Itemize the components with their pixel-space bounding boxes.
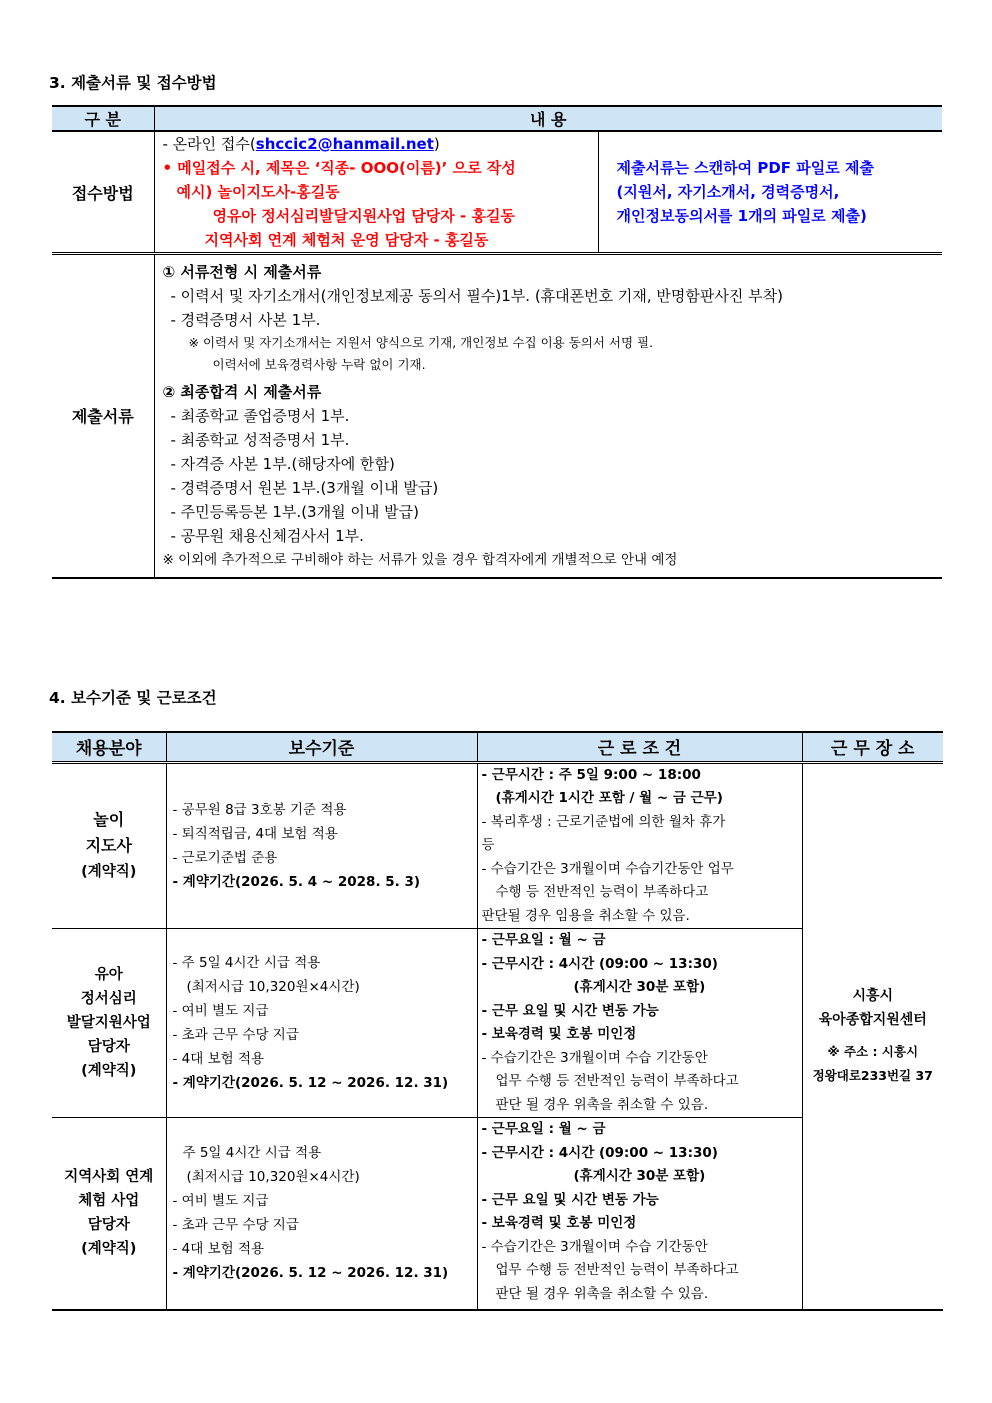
workplace xyxy=(802,762,943,1310)
category-play-instructor: 놀이 지도사 (계약직) xyxy=(52,762,166,929)
table-row xyxy=(52,762,943,929)
pay-standard: - 주 5일 4시간 시급 적용 (최저시급 10,320원×4시간) - 여비 별도 지급 - 초과 근무 수당 지급 - 4대 보험 적용 - 계약기간(2026. 5. 12 ~ 2026. 12. 31) xyxy=(166,929,477,1118)
doc-item: - 이력서 및 자기소개서(개인정보제공 동의서 필수)1부. (휴대폰번호 기재, 반명함판사진 부착) xyxy=(170,286,783,305)
online-submission: - 온라인 접수(shccic2@hanmail.net) xyxy=(162,135,440,153)
doc-item: - 주민등록등본 1부.(3개월 이내 발급) xyxy=(170,502,419,521)
doc-item: - 최종학교 졸업증명서 1부. xyxy=(170,406,350,425)
doc-item: - 자격증 사본 1부.(해당자에 한함) xyxy=(170,454,395,473)
header-content: 내 용 xyxy=(154,106,942,131)
screening-note: ※ 이력서 및 자기소개서는 지원서 양식으로 기재, 개인정보 수집 이용 동의서 서명 필. xyxy=(188,334,654,350)
screening-note-2: 이력서에 보육경력사항 누락 없이 기재. xyxy=(212,356,426,372)
section4-title: 4. 보수기준 및 근로조건 xyxy=(49,689,217,707)
work-conditions: - 근무요일 : 월 ~ 금 - 근무시간 : 4시간 (09:00 ~ 13:30) (휴게시간 30분 포함) - 근무 요일 및 시간 변동 가능 - 보육경력 및 호봉 미인정 - 수습기간은 3개월이며 수습 기간동안 업무 수행 등 전반적인 능력이 부족하다고 판단 될 경우 위촉을 취소할 수 있음. xyxy=(477,929,802,1118)
section3-title: 3. 제출서류 및 접수방법 xyxy=(49,74,217,92)
category-community-experience: 지역사회 연계 체험 사업 담당자 (계약직) xyxy=(52,1118,166,1310)
email-title-example: 예시) 놀이지도사-홍길동 xyxy=(176,183,340,201)
method-content xyxy=(154,131,598,254)
work-conditions: - 근무요일 : 월 ~ 금 - 근무시간 : 4시간 (09:00 ~ 13:30) (휴게시간 30분 포함) - 근무 요일 및 시간 변동 가능 - 보육경력 및 호봉 미인정 - 수습기간은 3개월이며 수습 기간동안 업무 수행 등 전반적인 능력이 부족하다고 판단 될 경우 위촉을 취소할 수 있음. xyxy=(477,1118,802,1310)
documents-content xyxy=(154,254,942,578)
doc-item: - 경력증명서 원본 1부.(3개월 이내 발급) xyxy=(170,478,439,497)
screening-docs-title: ① 서류전형 시 제출서류 xyxy=(162,262,322,281)
doc-item: - 경력증명서 사본 1부. xyxy=(170,310,321,329)
workplace-center: 육아종합지원센터 xyxy=(818,1012,927,1028)
pay-standard: 주 5일 4시간 시급 적용 (최저시급 10,320원×4시간) - 여비 별도 지급 - 초과 근무 수당 지급 - 4대 보험 적용 - 계약기간(2026. 5. 12 ~ 2026. 12. 31) xyxy=(166,1118,477,1310)
compensation-table-header xyxy=(52,732,943,762)
documents-label: 제출서류 xyxy=(52,254,154,578)
method-label: 접수방법 xyxy=(52,131,154,254)
workplace-city: 시흥시 xyxy=(852,988,894,1004)
doc-item: - 공무원 채용신체검사서 1부. xyxy=(170,526,364,545)
method-row xyxy=(52,131,942,254)
documents-row xyxy=(52,254,942,578)
final-docs-title: ② 최종합격 시 제출서류 xyxy=(162,382,322,401)
scan-pdf-note: 제출서류는 스캔하여 PDF 파일로 제출 xyxy=(616,159,874,177)
doc-item: - 최종학교 성적증명서 1부. xyxy=(170,430,350,449)
header-category: 구 분 xyxy=(52,106,154,131)
header-pay: 보수기준 xyxy=(166,732,477,762)
submission-table xyxy=(52,105,942,579)
single-file-note: 개인정보동의서를 1개의 파일로 제출) xyxy=(616,207,867,225)
email-title-example-3: 지역사회 연계 체험처 운영 담당자 - 홍길동 xyxy=(204,231,489,249)
pay-standard: - 공무원 8급 3호봉 기준 적용 - 퇴직적립금, 4대 보험 적용 - 근로기준법 준용 - 계약기간(2026. 5. 4 ~ 2028. 5. 3) xyxy=(166,762,477,929)
email-title-example-2: 영유아 정서심리발달지원사업 담당자 - 홍길동 xyxy=(212,207,515,225)
email-link[interactable]: shccic2@hanmail.net xyxy=(255,135,434,153)
work-conditions: - 근무시간 : 주 5일 9:00 ~ 18:00 (휴게시간 1시간 포함 / 월 ~ 금 근무) - 복리후생 : 근로기준법에 의한 월차 휴가 등 - 수습기간은 3개월이며 수습기간동안 업무 수행 등 전반적인 능력이 부족하다고 판단될 경우 임용을 취소할 수 있음. xyxy=(477,762,802,929)
header-field: 채용분야 xyxy=(52,732,166,762)
header-place: 근 무 장 소 xyxy=(802,732,943,762)
category-infant-emotional-support: 유아 정서심리 발달지원사업 담당자 (계약직) xyxy=(52,929,166,1118)
file-list-note: (지원서, 자기소개서, 경력증명서, xyxy=(616,183,840,201)
workplace-address-2: 정왕대로233번길 37 xyxy=(812,1068,933,1083)
submission-table-header xyxy=(52,106,942,131)
email-title-note: • 메일접수 시, 제목은 ‘직종- OOO(이름)’ 으로 작성 xyxy=(162,159,516,177)
workplace-address: ※ 주소 : 시흥시 xyxy=(827,1044,919,1059)
compensation-table xyxy=(52,731,943,1311)
method-note xyxy=(598,131,942,254)
header-conditions: 근 로 조 건 xyxy=(477,732,802,762)
documents-footnote: ※ 이외에 추가적으로 구비해야 하는 서류가 있을 경우 합격자에게 개별적으로 안내 예정 xyxy=(162,551,678,568)
